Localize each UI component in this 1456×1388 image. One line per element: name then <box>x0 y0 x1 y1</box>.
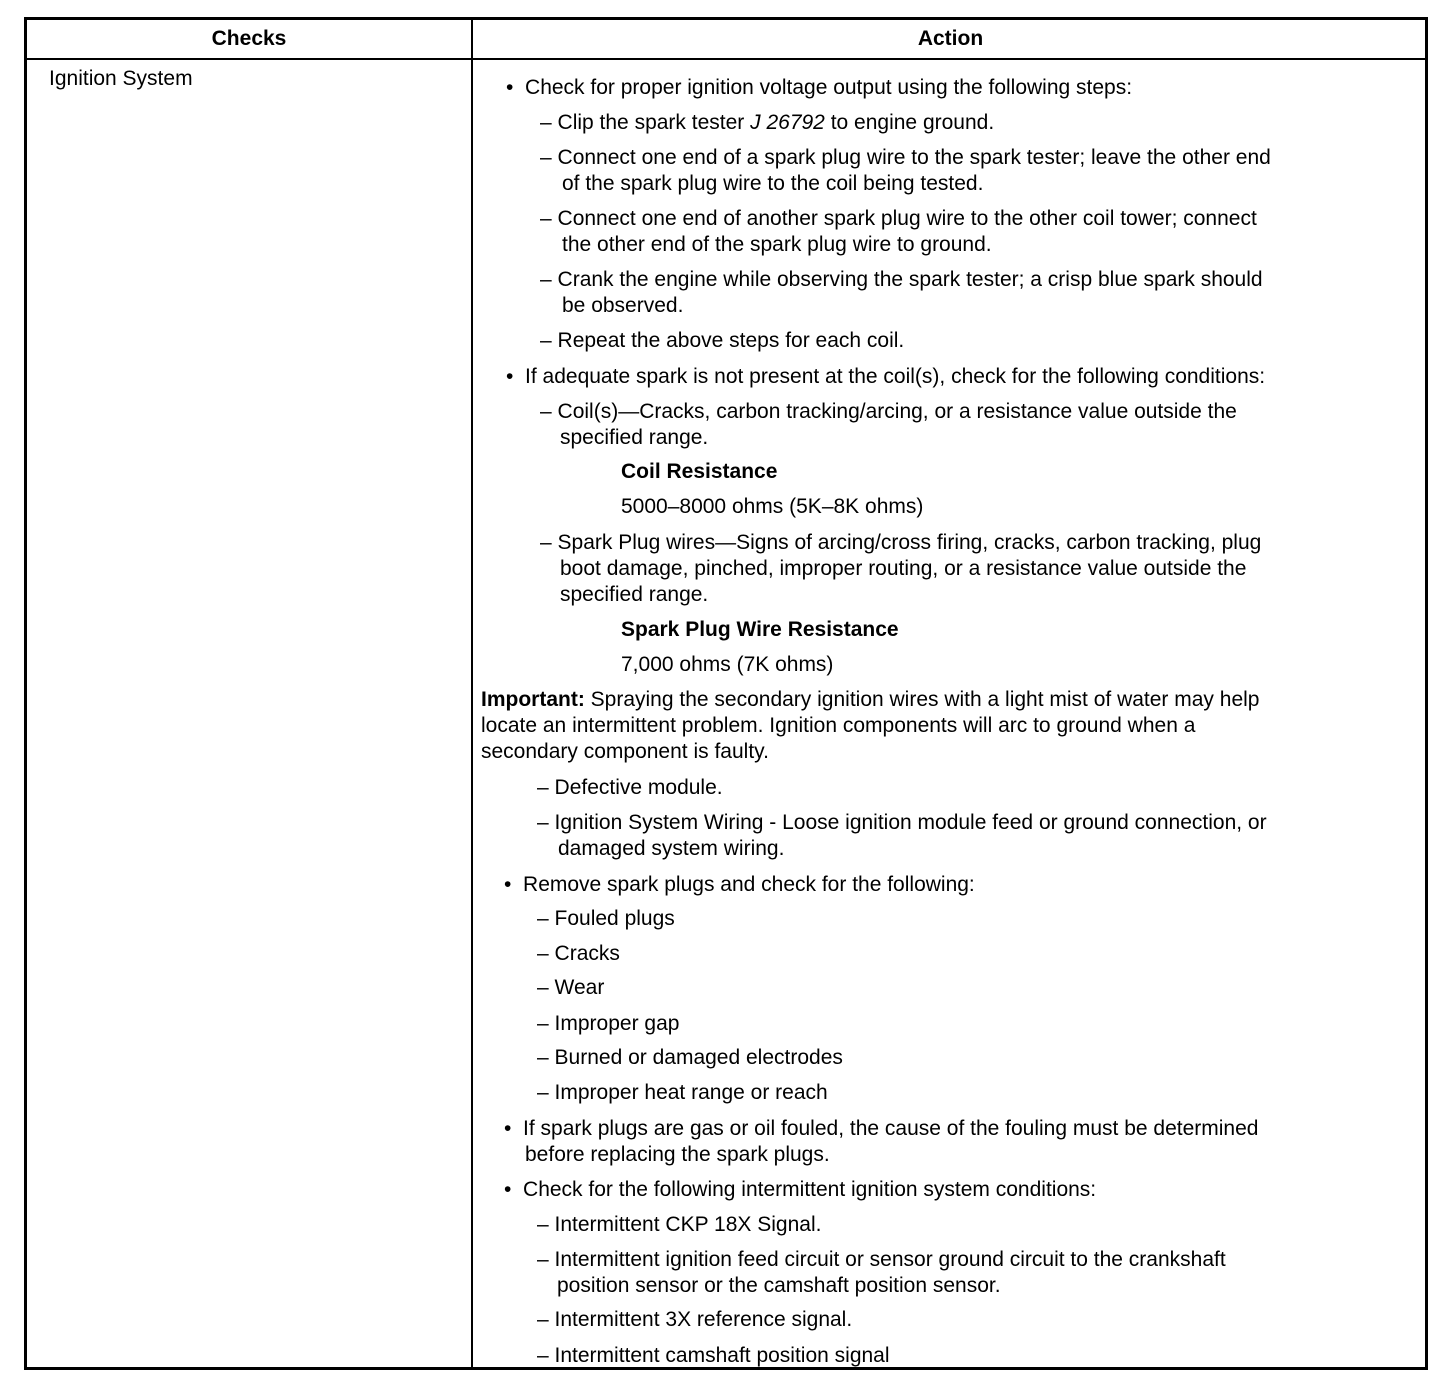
bullet-adequate-spark: • If adequate spark is not present at the coil(s), check for the following conditions: <box>506 365 1266 388</box>
important-label: Important: <box>481 688 585 711</box>
important-note-cont2: secondary component is faulty. <box>481 740 769 763</box>
intermittent-camshaft: – Intermittent camshaft position signal <box>537 1344 890 1367</box>
intermittent-feed-circuit-cont: position sensor or the camshaft position sensor. <box>557 1274 1001 1297</box>
cond-spark-plug-wires-cont1: boot damage, pinched, improper routing, or a resistance value outside the <box>560 557 1247 580</box>
important-note-cont1: locate an intermittent problem. Ignition components will arc to ground when a <box>481 714 1196 737</box>
plug-check-fouled: – Fouled plugs <box>537 907 675 930</box>
coil-resistance-title: Coil Resistance <box>621 460 778 483</box>
plug-check-electrodes: – Burned or damaged electrodes <box>537 1046 843 1069</box>
cond-ignition-wiring-cont: damaged system wiring. <box>558 837 785 860</box>
bullet-intermittent-conditions: • Check for the following intermittent ignition system conditions: <box>504 1178 1097 1201</box>
cond-spark-plug-wires-cont2: specified range. <box>560 583 709 606</box>
step-connect-wire-tester-cont: of the spark plug wire to the coil being tested. <box>562 172 984 195</box>
check-ignition-system: Ignition System <box>49 67 193 90</box>
bullet-marker: • <box>504 1117 512 1140</box>
plug-check-cracks: – Cracks <box>537 942 620 965</box>
cond-coil-cont: specified range. <box>560 426 709 449</box>
header-action: Action <box>917 27 984 50</box>
plug-check-wear: – Wear <box>537 976 605 999</box>
cond-defective-module: – Defective module. <box>537 776 723 799</box>
header-divider <box>27 58 1425 60</box>
header-checks: Checks <box>211 27 287 50</box>
bullet-marker: • <box>504 1178 512 1201</box>
bullet-marker: • <box>506 76 514 99</box>
bullet-marker: • <box>506 365 514 388</box>
step-connect-other-tower: – Connect one end of another spark plug wire to the other coil tower; connect <box>540 207 1257 230</box>
important-note: Important: Spraying the secondary ignition wires with a light mist of water may help <box>481 688 1260 711</box>
plug-check-heat-range: – Improper heat range or reach <box>537 1081 828 1104</box>
bullet-marker: • <box>504 873 512 896</box>
tool-number: J 26792 <box>750 111 825 134</box>
bullet-remove-spark-plugs: • Remove spark plugs and check for the following: <box>504 873 975 896</box>
cond-coil: – Coil(s)—Cracks, carbon tracking/arcing, or a resistance value outside the <box>540 400 1237 423</box>
coil-resistance-value: 5000–8000 ohms (5K–8K ohms) <box>621 495 924 518</box>
column-divider <box>471 20 473 1367</box>
step-crank-engine-cont: be observed. <box>562 294 684 317</box>
intermittent-feed-circuit: – Intermittent ignition feed circuit or sensor ground circuit to the crankshaft <box>537 1248 1226 1271</box>
step-repeat: – Repeat the above steps for each coil. <box>540 329 905 352</box>
bullet-gas-oil-fouled-cont: before replacing the spark plugs. <box>525 1143 830 1166</box>
step-connect-wire-tester: – Connect one end of a spark plug wire to the spark tester; leave the other end <box>540 146 1271 169</box>
step-crank-engine: – Crank the engine while observing the spark tester; a crisp blue spark should <box>540 268 1263 291</box>
cond-spark-plug-wires: – Spark Plug wires—Signs of arcing/cross firing, cracks, carbon tracking, plug <box>540 531 1262 554</box>
intermittent-ckp: – Intermittent CKP 18X Signal. <box>537 1213 822 1236</box>
bullet-gas-oil-fouled: • If spark plugs are gas or oil fouled, the cause of the fouling must be determined <box>504 1117 1259 1140</box>
plug-check-gap: – Improper gap <box>537 1012 680 1035</box>
step-clip-tester: – Clip the spark tester J 26792 to engine ground. <box>540 111 995 134</box>
bullet-check-ignition-voltage: • Check for proper ignition voltage output using the following steps: <box>506 76 1133 99</box>
wire-resistance-value: 7,000 ohms (7K ohms) <box>621 653 834 676</box>
step-connect-other-tower-cont: the other end of the spark plug wire to ground. <box>562 233 992 256</box>
intermittent-3x-reference: – Intermittent 3X reference signal. <box>537 1308 853 1331</box>
wire-resistance-title: Spark Plug Wire Resistance <box>621 618 899 641</box>
cond-ignition-wiring: – Ignition System Wiring - Loose ignition module feed or ground connection, or <box>537 811 1267 834</box>
